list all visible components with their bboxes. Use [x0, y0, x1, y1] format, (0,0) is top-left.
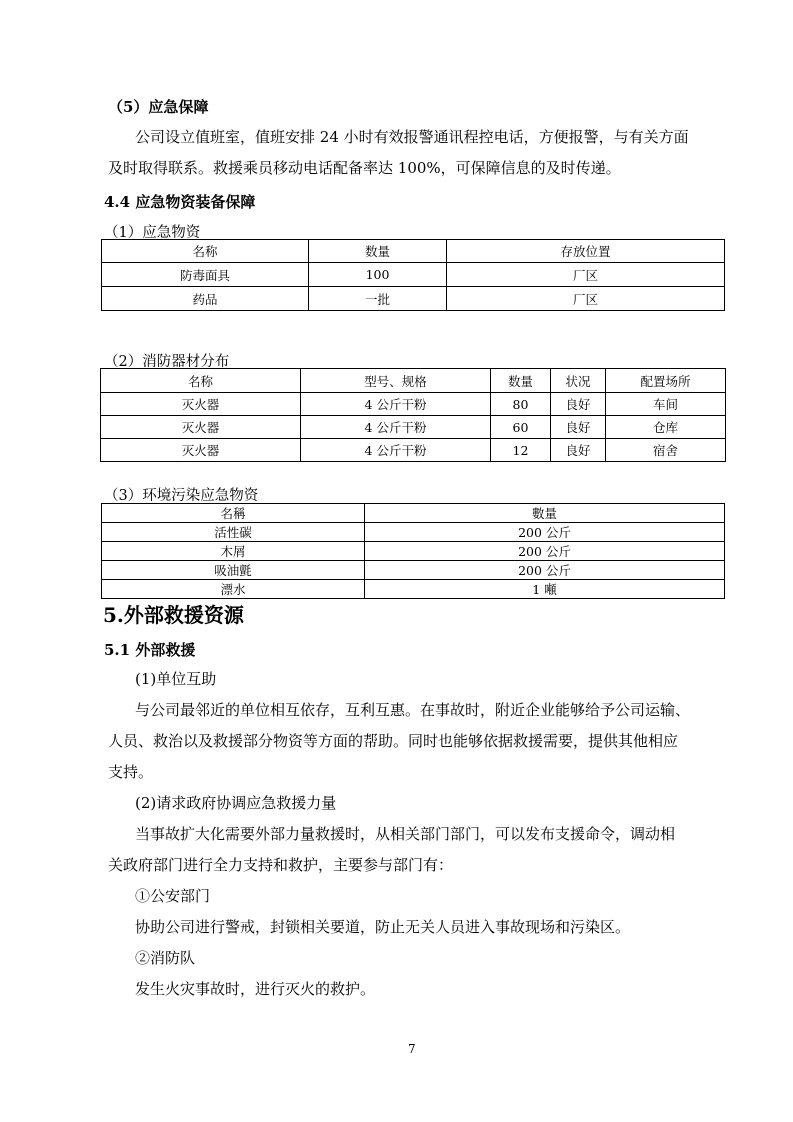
table-header-cell: 數量 — [365, 504, 725, 523]
section-heading-5: 5.外部救援资源 — [103, 603, 244, 627]
table-cell: 60 — [491, 416, 551, 439]
table-cell: 宿舍 — [606, 439, 726, 462]
paragraph-line: 公司设立值班室，值班安排 24 小时有效报警通讯程控电话，方便报警，与有关方面 — [135, 128, 689, 146]
table-cell: 一批 — [309, 287, 447, 311]
table-header-cell: 状况 — [551, 369, 606, 393]
table-row — [101, 439, 726, 462]
table-header-cell: 名称 — [101, 369, 301, 393]
paragraph-line: 人员、救治以及救援部分物资等方面的帮助。同时也能够依据救援需要，提供其他相应 — [108, 732, 679, 750]
table-cell: 200 公斤 — [365, 561, 725, 580]
table-cell: 灭火器 — [101, 416, 301, 439]
table-cell: 12 — [491, 439, 551, 462]
table-header-cell: 配置场所 — [606, 369, 726, 393]
table-cell: 200 公斤 — [365, 523, 725, 542]
table-cell: 吸油氈 — [102, 561, 365, 580]
paragraph-line: (2)请求政府协调应急救援力量 — [135, 794, 337, 812]
table-cell: 良好 — [551, 439, 606, 462]
emergency-supplies-table — [101, 239, 725, 311]
paragraph-line: ①公安部门 — [135, 887, 211, 905]
paragraph-line: 支持。 — [108, 763, 154, 781]
paragraph-line: 当事故扩大化需要外部力量救援时，从相关部门部门，可以发布支援命令，调动相 — [135, 825, 676, 843]
table-header-cell: 名稱 — [102, 504, 365, 523]
table-cell: 防毒面具 — [102, 263, 309, 287]
table-cell: 仓库 — [606, 416, 726, 439]
table-cell: 灭火器 — [101, 393, 301, 416]
table-row — [101, 416, 726, 439]
table-row — [101, 393, 726, 416]
table-cell: 1 噸 — [365, 580, 725, 599]
table-row — [102, 542, 725, 561]
table-row — [102, 580, 725, 599]
table-header-cell: 数量 — [491, 369, 551, 393]
table-cell: 良好 — [551, 393, 606, 416]
table-cell: 良好 — [551, 416, 606, 439]
paragraph-line: 关政府部门进行全力支持和救护，主要参与部门有： — [108, 856, 454, 874]
section-heading-4-4: 4.4 应急物资装备保障 — [104, 193, 256, 211]
table-cell: 100 — [309, 263, 447, 287]
table-cell: 灭火器 — [101, 439, 301, 462]
table-cell: 80 — [491, 393, 551, 416]
table-row — [102, 287, 725, 311]
table-cell: 厂区 — [447, 287, 725, 311]
section-heading-5-1: 5.1 外部救援 — [104, 641, 196, 659]
table-cell: 4 公斤干粉 — [301, 416, 491, 439]
section-heading-emergency-guarantee: （5）应急保障 — [108, 98, 209, 116]
paragraph-line: 与公司最邻近的单位相互依存，互利互惠。在事故时，附近企业能够给予公司运输、 — [135, 701, 691, 719]
page-number: 7 — [408, 1042, 416, 1056]
table-cell: 活性碳 — [102, 523, 365, 542]
table-row — [102, 561, 725, 580]
table-cell: 车间 — [606, 393, 726, 416]
table-cell: 木屑 — [102, 542, 365, 561]
pollution-supplies-table — [101, 503, 725, 599]
paragraph-line: ②消防队 — [135, 949, 196, 967]
table-caption: （2）消防器材分布 — [104, 354, 230, 370]
paragraph-line: 发生火灾事故时，进行灭火的救护。 — [135, 980, 376, 998]
table-header-cell: 名称 — [102, 240, 309, 263]
table-cell: 漂水 — [102, 580, 365, 599]
table-cell: 药品 — [102, 287, 309, 311]
table-row — [102, 523, 725, 542]
table-cell: 200 公斤 — [365, 542, 725, 561]
table-cell: 4 公斤干粉 — [301, 393, 491, 416]
table-caption: （3）环境污染应急物资 — [104, 488, 259, 504]
table-cell: 厂区 — [447, 263, 725, 287]
table-header-cell: 存放位置 — [447, 240, 725, 263]
table-caption: （1）应急物资 — [104, 225, 201, 241]
paragraph-line: 及时取得联系。救援乘员移动电话配备率达 100%，可保障信息的及时传递。 — [108, 159, 621, 177]
table-cell: 4 公斤干粉 — [301, 439, 491, 462]
table-row — [102, 263, 725, 287]
table-header-cell: 数量 — [309, 240, 447, 263]
paragraph-line: 协助公司进行警戒，封锁相关要道，防止无关人员进入事故现场和污染区。 — [135, 918, 631, 936]
paragraph-line: (1)单位互助 — [135, 670, 217, 688]
fire-equipment-table — [100, 368, 726, 462]
table-header-cell: 型号、规格 — [301, 369, 491, 393]
